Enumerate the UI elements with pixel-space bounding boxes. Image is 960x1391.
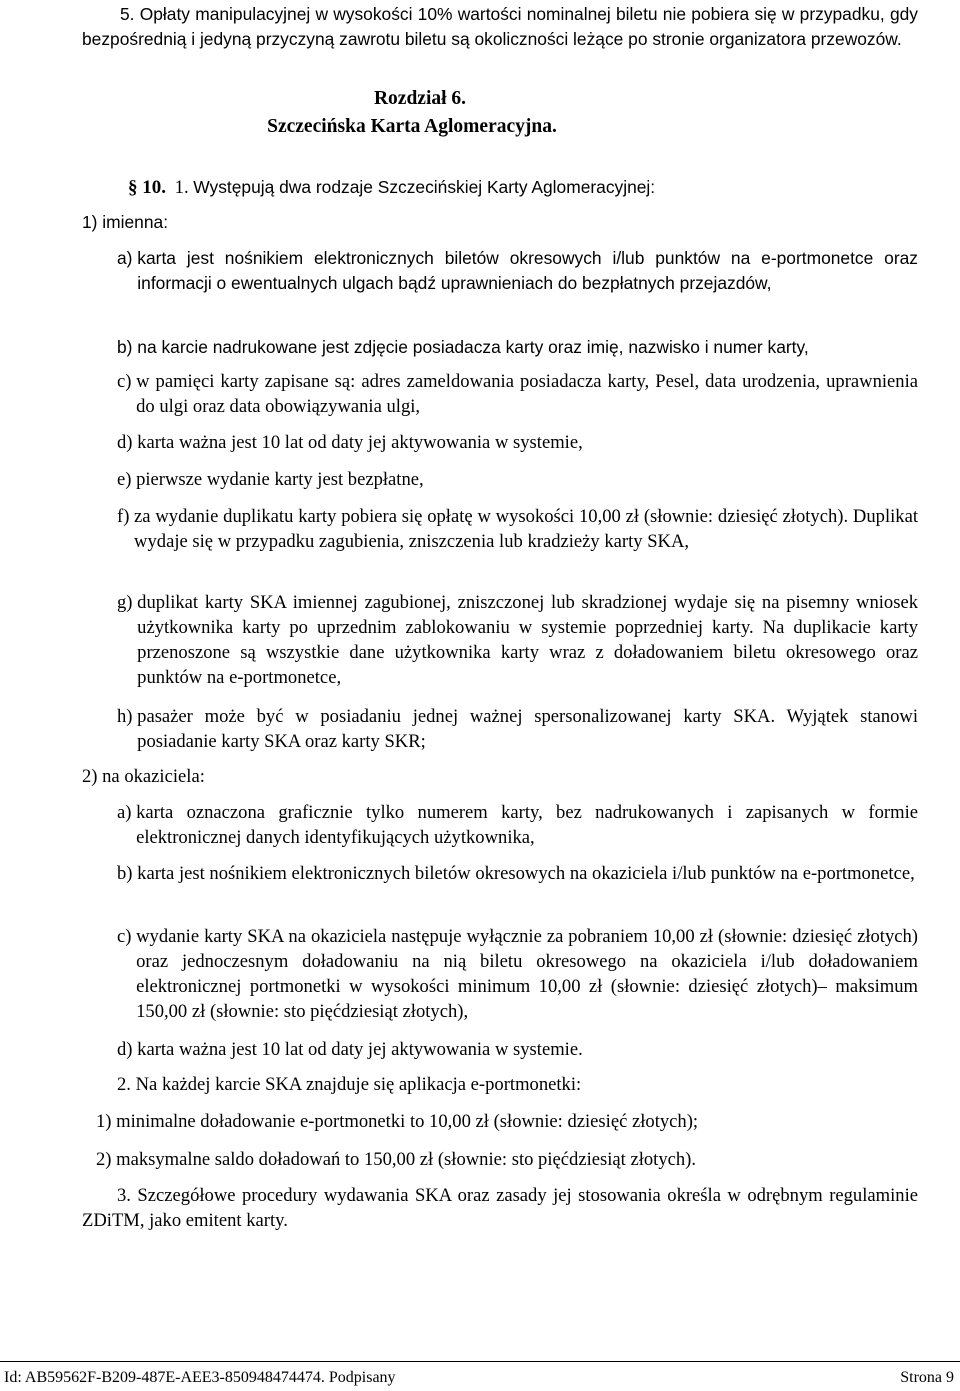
section-number: 1. [174, 177, 189, 198]
list1-item-d: d) karta ważna jest 10 lat od daty jej aktywowania w systemie, [117, 432, 583, 453]
list2-item-d: d) karta ważna jest 10 lat od daty jej aktywowania w systemie. [117, 1039, 583, 1060]
paragraph-5-text: Opłaty manipulacyjnej w wysokości 10% wartości nominalnej biletu nie pobiera się w przypadku, gdy bezpośrednią i jedyną przyczyną zawrotu biletu są okoliczności leżące po stronie organizatora przewozów. [82, 4, 918, 49]
paragraph-2 [117, 1072, 918, 1097]
paragraph-3-text: Szczegółowe procedury wydawania SKA oraz zasady jej stosowania określa w odrębnym regulaminie ZDiTM, jako emitent karty. [82, 1185, 918, 1231]
section-label: § 10. [128, 177, 166, 198]
section-heading [128, 175, 928, 200]
list2-item-c: c) wydanie karty SKA na okaziciela następuje wyłącznie za pobraniem 10,00 zł (słownie: dziesięć złotych) oraz jednoczesnym doładowaniu na nią biletu okresowego na okaziciela i/lub doładowaniem elektronicznej portmonetki w wysokości minimum 10,00 zł (słownie: dziesięć złotych)– maksimum 150,00 zł (słownie: sto pięćdziesiąt złotych), [117, 926, 918, 1022]
list2-label: 2) na okaziciela: [82, 766, 205, 787]
paragraph-2-item-2: 2) maksymalne saldo doładowań to 150,00 zł (słownie: sto pięćdziesiąt złotych). [96, 1149, 697, 1170]
list1-item-e: e) pierwsze wydanie karty jest bezpłatne, [117, 469, 424, 490]
list1-item-f: f) za wydanie duplikatu karty pobiera się opłatę w wysokości 10,00 zł (słownie: dziesięć złotych). Duplikat wydaje się w przypadku zagubienia, zniszczenia lub kradzieży karty SKA, [117, 506, 918, 552]
paragraph-2-number: 2. [117, 1074, 131, 1095]
list2-item-b: b) karta jest nośnikiem elektronicznych biletów okresowych na okaziciela i/lub punktów na e-portmonetce, [117, 863, 915, 884]
list1-item-g: g) duplikat karty SKA imiennej zagubionej, zniszczonej lub skradzionej wydaje się na pisemny wniosek użytkownika karty po uprzednim zablokowaniu w systemie poprzedniej karty. Na duplikacie karty przenoszone są wszystkie dane użytkownika karty wraz z doładowaniem biletu okresowego oraz punktów na e-portmonetce, [117, 592, 918, 688]
paragraph-2-item-1: 1) minimalne doładowanie e-portmonetki to 10,00 zł (słownie: dziesięć złotych); [96, 1111, 699, 1132]
paragraph-5-number: 5. [120, 4, 135, 24]
list1-item-h: h) pasażer może być w posiadaniu jednej ważnej spersonalizowanej karty SKA. Wyjątek stanowi posiadanie karty SKA oraz karty SKR; [117, 706, 918, 752]
section-text: Występują dwa rodzaje Szczecińskiej Karty Aglomeracyjnej: [193, 177, 656, 197]
footer-document-id: Id: AB59562F-B209-487E-AEE3-850948474474. Podpisany [4, 1369, 396, 1386]
paragraph-5 [82, 2, 918, 52]
list1-item-c: c) w pamięci karty zapisane są: adres zameldowania posiadacza karty, Pesel, data urodzenia, uprawnienia do ulgi oraz data obowiązywania ulgi, [117, 371, 918, 417]
footer-page-number: Strona 9 [900, 1369, 954, 1386]
list1-label: 1) imienna: [82, 212, 169, 232]
chapter-title: Rozdział 6. [373, 88, 467, 109]
chapter-subtitle: Szczecińska Karta Aglomeracyjna. [267, 116, 557, 137]
paragraph-2-text: Na każdej karcie SKA znajduje się aplikacja e-portmonetki: [135, 1074, 582, 1095]
paragraph-3-number: 3. [117, 1185, 131, 1206]
list1-item-a: a) karta jest nośnikiem elektronicznych biletów okresowych i/lub punktów na e-portmonetce oraz informacji o ewentualnych ulgach bądź uprawnieniach do bezpłatnych przejazdów, [117, 248, 918, 293]
paragraph-3 [82, 1183, 918, 1233]
list2-item-a: a) karta oznaczona graficznie tylko numerem karty, bez nadrukowanych i zapisanych w formie elektronicznej danych identyfikujących użytkownika, [117, 802, 918, 848]
list1-item-b: b) na karcie nadrukowane jest zdjęcie posiadacza karty oraz imię, nazwisko i numer karty, [117, 337, 809, 357]
footer-divider [0, 1361, 960, 1362]
